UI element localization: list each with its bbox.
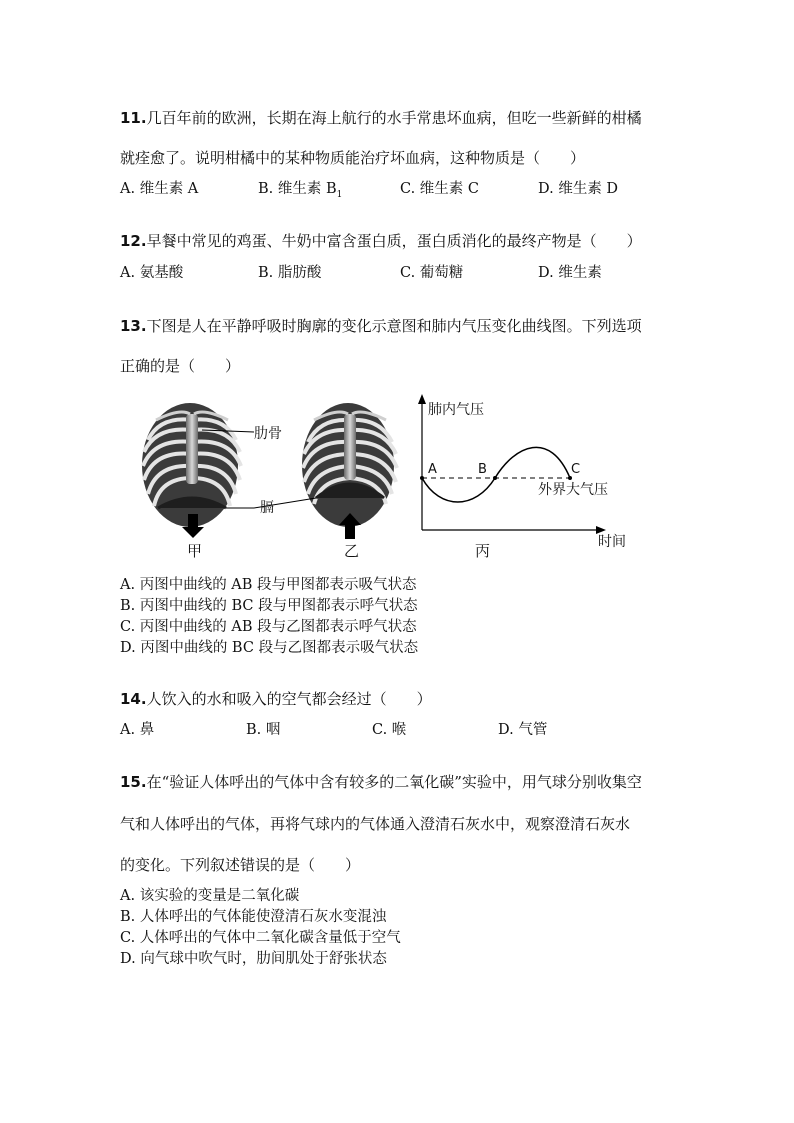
label-jia: 甲 <box>187 542 203 560</box>
q13-text-1: 下图是人在平静呼吸时胸廓的变化示意图和肺内气压变化曲线图。下列选项 <box>146 317 642 335</box>
q14-number: 14. <box>120 690 147 708</box>
breathing-diagram <box>130 390 650 570</box>
q13-option-a: A. 丙图中曲线的 AB 段与甲图都表示吸气状态 <box>120 577 417 593</box>
q15-number: 15. <box>120 773 147 791</box>
q12-option-b: B. 脂肪酸 <box>258 265 322 281</box>
q15-option-d: D. 向气球中吹气时，肋间肌处于舒张状态 <box>120 951 387 967</box>
point-b-marker <box>493 476 497 480</box>
point-a-marker <box>420 476 424 480</box>
label-bing: 丙 <box>475 542 491 560</box>
sternum-yi <box>344 414 356 480</box>
q12-stem-line1 <box>120 231 642 251</box>
q11-option-b-text: B. 维生素 B <box>258 181 337 197</box>
q14-option-d: D. 气管 <box>498 722 548 738</box>
q12-option-c: C. 葡萄糖 <box>400 265 464 281</box>
x-axis-label: 时间 <box>598 534 626 550</box>
q14-option-a: A. 鼻 <box>120 722 155 738</box>
q15-option-c: C. 人体呼出的气体中二氧化碳含量低于空气 <box>120 930 401 946</box>
q13-number: 13. <box>120 317 147 335</box>
point-a-label: A <box>428 462 437 477</box>
q14-stem-line1 <box>120 689 432 709</box>
q11-text-1: 几百年前的欧洲，长期在海上航行的水手常患坏血病，但吃一些新鲜的柑橘 <box>146 109 642 127</box>
q12-text-1: 早餐中常见的鸡蛋、牛奶中富含蛋白质，蛋白质消化的最终产物是（ ） <box>146 232 642 250</box>
q11-stem-line1 <box>120 108 642 128</box>
q13-stem-line1 <box>120 316 642 336</box>
point-b-label: B <box>478 462 487 477</box>
q11-option-c: C. 维生素 C <box>400 181 479 197</box>
label-yi: 乙 <box>344 542 360 560</box>
q14-option-c: C. 喉 <box>372 722 407 738</box>
q15-option-a: A. 该实验的变量是二氧化碳 <box>120 888 300 904</box>
q13-stem-line2: 正确的是（ ） <box>120 357 241 375</box>
q14-text-1: 人饮入的水和吸入的空气都会经过（ ） <box>146 690 432 708</box>
y-axis-label: 肺内气压 <box>428 402 484 418</box>
q14-option-b: B. 咽 <box>246 722 281 738</box>
q11-option-b-subscript: 1 <box>336 189 343 200</box>
q13-option-c: C. 丙图中曲线的 AB 段与乙图都表示呼气状态 <box>120 619 417 635</box>
pressure-graph-bing <box>418 394 626 560</box>
diaphragm-label: 膈 <box>260 500 274 516</box>
q12-option-a: A. 氨基酸 <box>120 265 184 281</box>
q12-option-d: D. 维生素 <box>538 265 602 281</box>
q13-option-b: B. 丙图中曲线的 BC 段与甲图都表示呼气状态 <box>120 598 418 614</box>
q15-text-1: 在“验证人体呼出的气体中含有较多的二氧化碳”实验中，用气球分别收集空 <box>146 773 642 791</box>
q13-option-d: D. 丙图中曲线的 BC 段与乙图都表示吸气状态 <box>120 640 419 656</box>
point-c-label: C <box>571 462 581 477</box>
q13-figure <box>130 390 650 570</box>
q11-option-a: A. 维生素 A <box>120 181 199 197</box>
baseline-label: 外界大气压 <box>538 482 608 498</box>
q15-option-b: B. 人体呼出的气体能使澄清石灰水变混浊 <box>120 909 387 925</box>
q15-stem-line2: 气和人体呼出的气体，再将气球内的气体通入澄清石灰水中，观察澄清石灰水 <box>120 815 631 833</box>
rib-cage-yi <box>302 403 397 527</box>
q12-number: 12. <box>120 232 147 250</box>
rib-label: 肋骨 <box>254 426 282 442</box>
q11-number: 11. <box>120 109 147 127</box>
q11-option-d: D. 维生素 D <box>538 181 619 197</box>
sternum-jia <box>186 414 198 484</box>
q11-stem-line2: 就痊愈了。说明柑橘中的某种物质能治疗坏血病，这种物质是（ ） <box>120 149 586 167</box>
q11-option-b <box>258 179 342 205</box>
q15-stem-line1 <box>120 772 642 792</box>
q15-stem-line3: 的变化。下列叙述错误的是（ ） <box>120 856 361 874</box>
